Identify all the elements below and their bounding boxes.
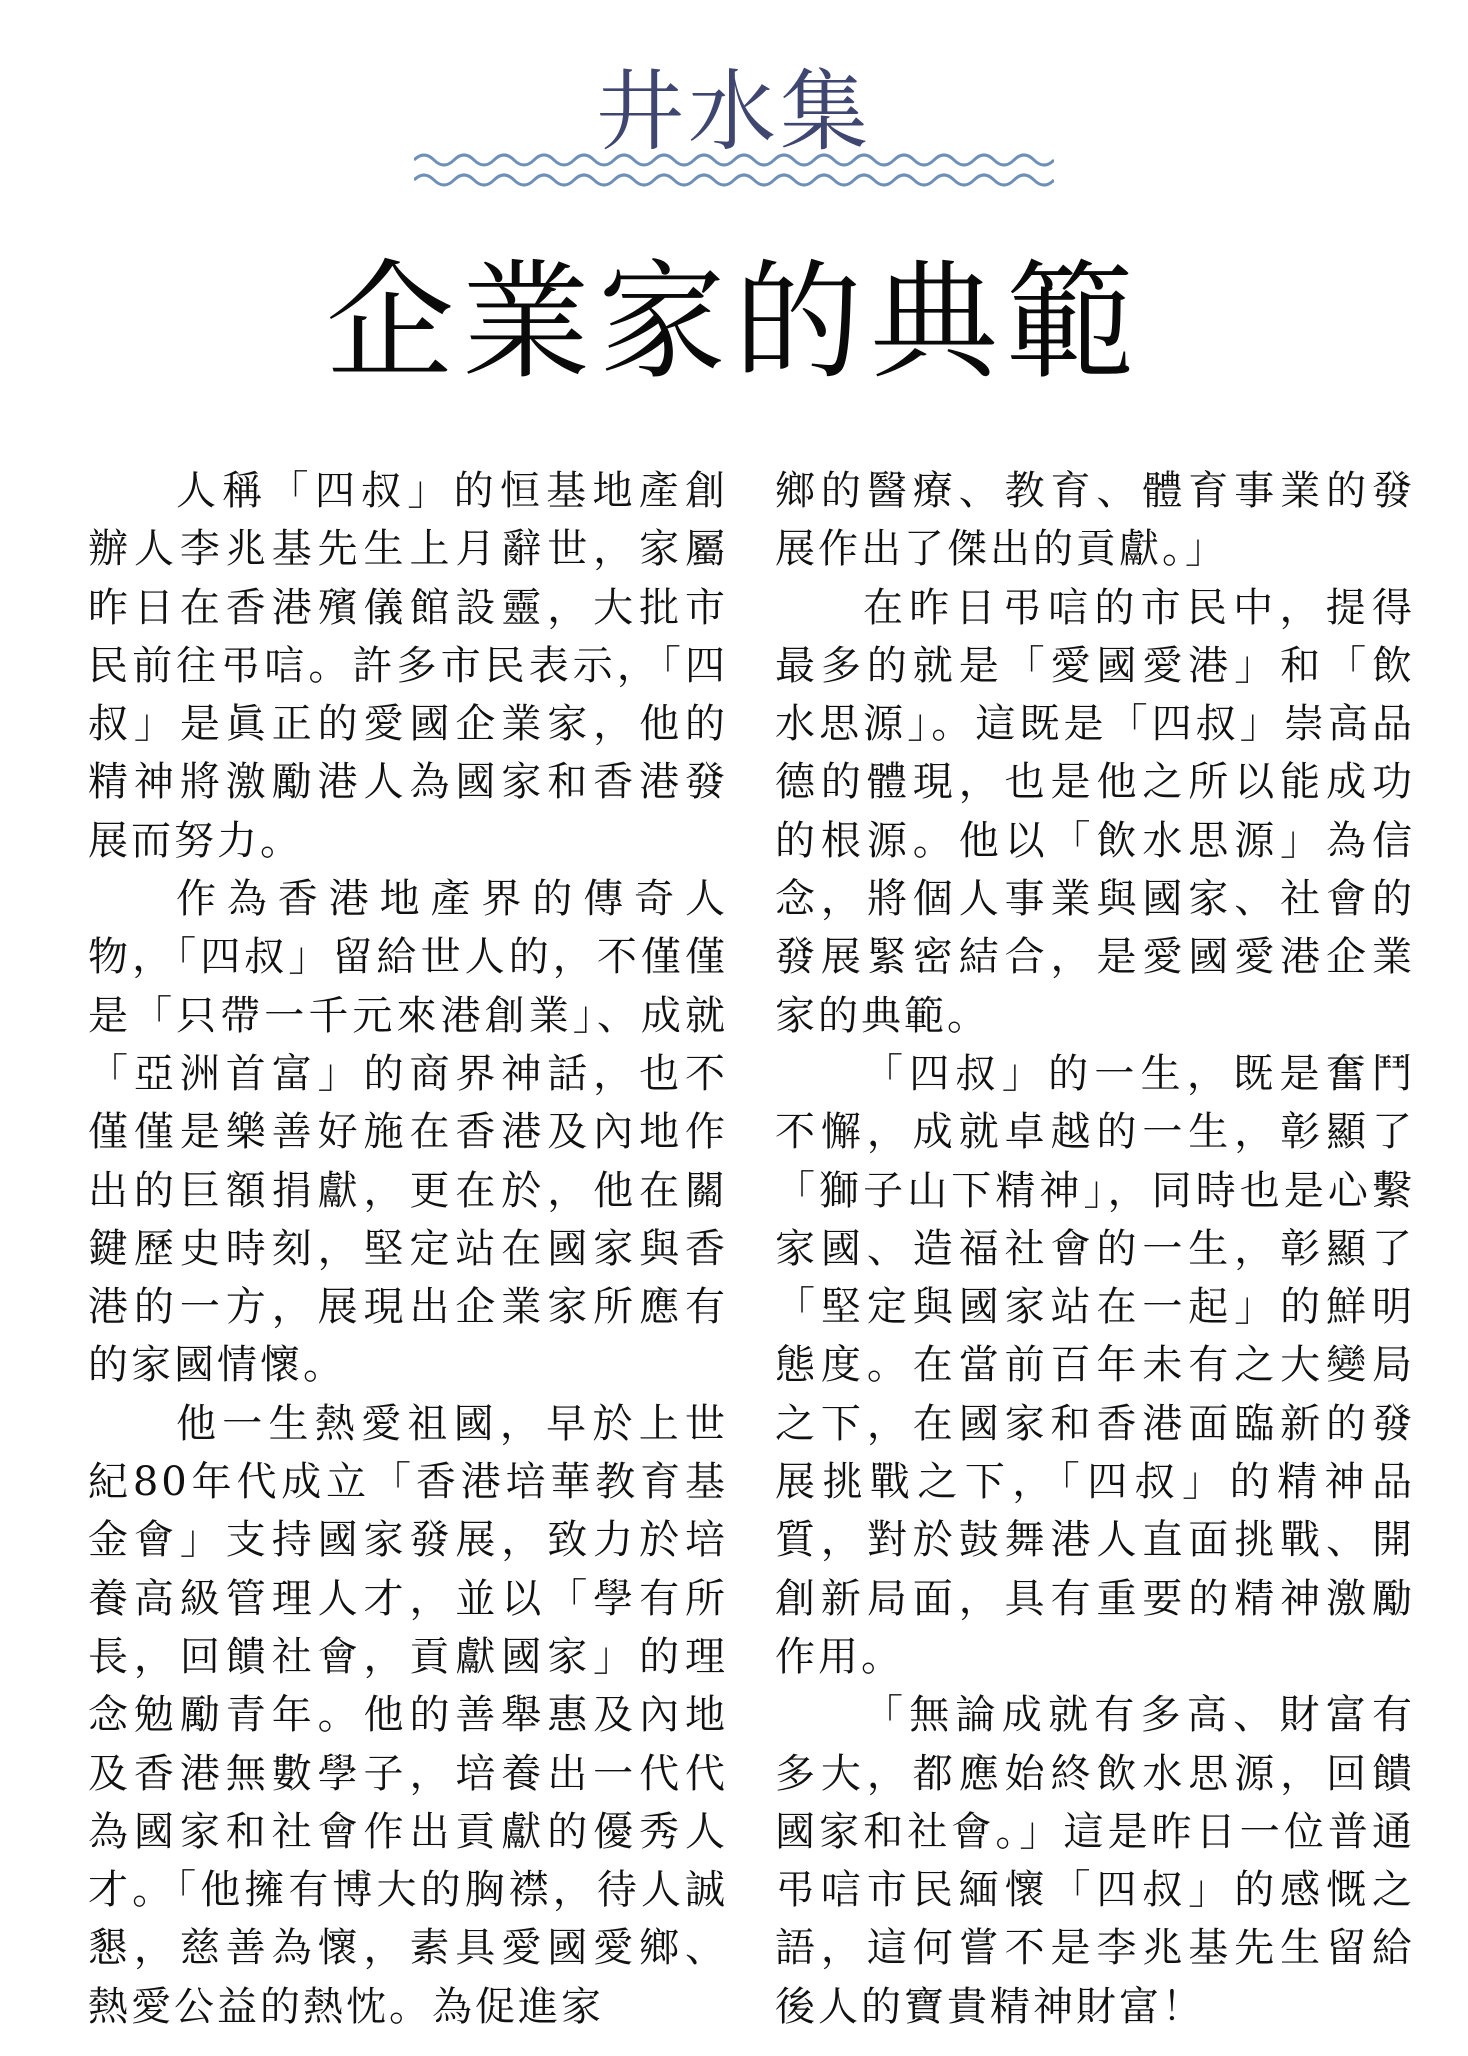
- paragraph: 人稱「四叔」的恒基地產創辦人李兆基先生上月辭世，家屬昨日在香港殯儀館設靈，大批市民前往弔唁。許多市民表示，「四叔」是眞正的愛國企業家，他的精神將激勵港人為國家和香港發展而努力。: [88, 468, 728, 864]
- paragraph: 在昨日弔唁的市民中，提得最多的就是「愛國愛港」和「飲水思源」。這既是「四叔」崇高品德的體現，也是他之所以能成功的根源。他以「飲水思源」為信念，將個人事業與國家、社會的發展緊密結合，是愛國愛港企業家的典範。: [775, 584, 1415, 1039]
- column-title: 井水集: [595, 60, 872, 163]
- headline: 企業家的典範: [325, 248, 1142, 397]
- article-column-right: [775, 462, 1415, 2036]
- wave-line-bottom: [414, 175, 1054, 185]
- paragraph: 鄉的醫療、教育、體育事業的發展作出了傑出的貢獻。」: [775, 468, 1415, 573]
- paragraph: 他一生熱愛祖國，早於上世紀80年代成立「香港培華教育基金會」支持國家發展，致力於培養高級管理人才，並以「學有所長，回饋社會，貢獻國家」的理念勉勵青年。他的善舉惠及內地及香港無數學子，培養出一代代為國家和社會作出貢獻的優秀人才。「他擁有博大的胸襟，待人誠懇，慈善為懷，素具愛國愛鄉、熱愛公益的熱忱。為促進家: [88, 1400, 728, 2030]
- article-column-left: [88, 462, 728, 2036]
- paragraph: 「無論成就有多高、財富有多大，都應始終飲水思源，回饋國家和社會。」這是昨日一位普通弔唁市民緬懷「四叔」的感慨之語，這何嘗不是李兆基先生留給後人的寶貴精神財富！: [775, 1692, 1415, 2030]
- paragraph: 「四叔」的一生，既是奮鬥不懈，成就卓越的一生，彰顯了「獅子山下精神」，同時也是心繫家國、造福社會的一生，彰顯了「堅定與國家站在一起」的鮮明態度。在當前百年未有之大變局之下，在國家和香港面臨新的發展挑戰之下，「四叔」的精神品質，對於鼓舞港人直面挑戰、開創新局面，具有重要的精神激勵作用。: [775, 1050, 1415, 1680]
- wave-line-top: [414, 155, 1054, 165]
- wave-ornament: [414, 146, 1054, 196]
- paragraph: 作為香港地產界的傳奇人物，「四叔」留給世人的，不僅僅是「只帶一千元來港創業」、成就「亞洲首富」的商界神話，也不僅僅是樂善好施在香港及內地作出的巨額捐獻，更在於，他在關鍵歷史時刻，堅定站在國家與香港的一方，展現出企業家所應有的家國情懷。: [88, 876, 728, 1389]
